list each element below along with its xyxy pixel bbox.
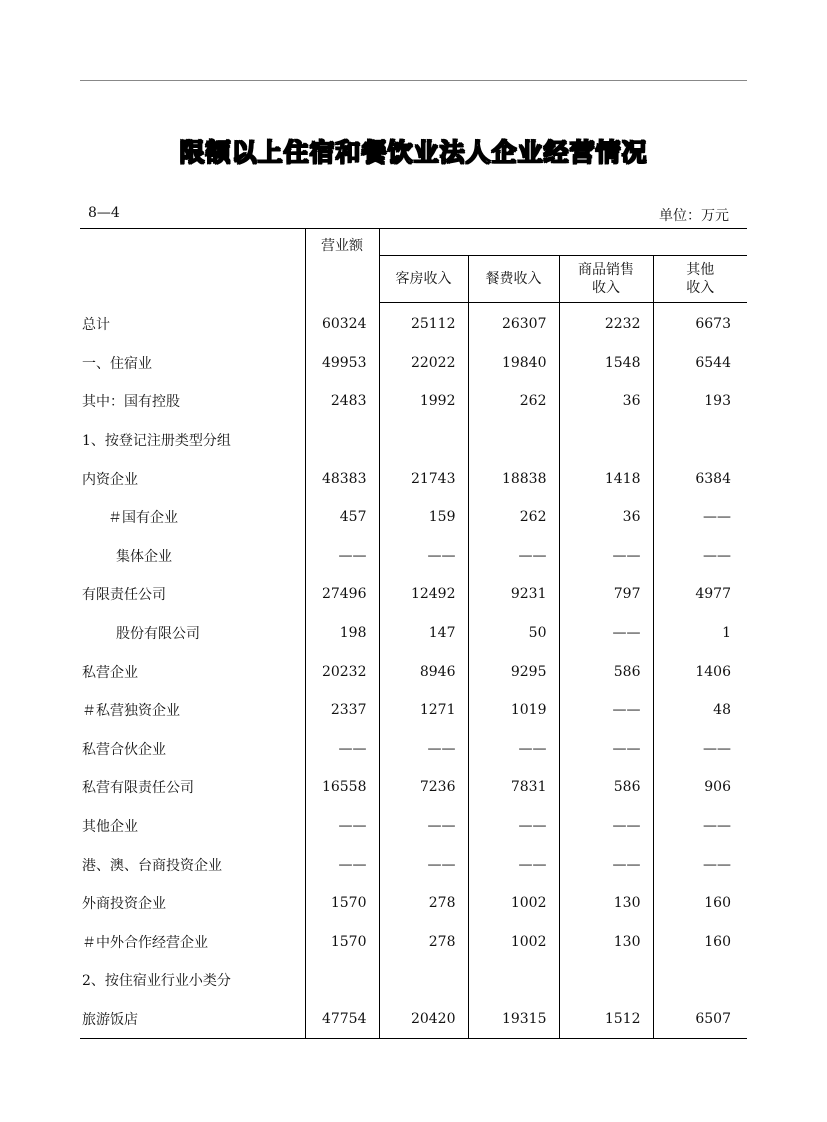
row-value: 12492 (379, 575, 468, 614)
table-row (80, 575, 747, 614)
header-food: 餐费收入 (468, 256, 559, 303)
table-row (80, 459, 747, 498)
row-label: 其中：国有控股 (82, 394, 180, 411)
row-value: 4977 (653, 575, 747, 614)
row-value: 7236 (379, 768, 468, 807)
row-value: 48 (653, 691, 747, 730)
row-value: 19840 (468, 344, 559, 383)
table-row (80, 845, 747, 884)
row-value: 130 (559, 923, 653, 962)
row-value: —— (468, 537, 559, 576)
row-value: 160 (653, 884, 747, 923)
row-value: 1418 (559, 459, 653, 498)
row-value: 6507 (653, 1000, 747, 1039)
row-value: —— (559, 730, 653, 769)
table-row (80, 652, 747, 691)
row-value: 1512 (559, 1000, 653, 1039)
row-value: 586 (559, 652, 653, 691)
row-value: 278 (379, 884, 468, 923)
row-value: —— (653, 730, 747, 769)
row-value: 9231 (468, 575, 559, 614)
row-value: —— (305, 730, 379, 769)
row-value: 160 (653, 923, 747, 962)
row-value: 1002 (468, 923, 559, 962)
row-value: —— (468, 807, 559, 846)
row-label: 私营有限责任公司 (82, 780, 194, 797)
header-spacer-food (468, 229, 559, 256)
row-value (305, 961, 379, 1000)
table-row (80, 768, 747, 807)
row-value: 1570 (305, 923, 379, 962)
row-value (379, 961, 468, 1000)
row-value: 457 (305, 498, 379, 537)
row-label: 集体企业 (116, 548, 172, 565)
row-value: —— (653, 845, 747, 884)
row-value: 2483 (305, 382, 379, 421)
row-value: 9295 (468, 652, 559, 691)
unit-label: 单位：万元 (659, 208, 729, 224)
row-value (305, 421, 379, 460)
table-row (80, 382, 747, 421)
row-label: 港、澳、台商投资企业 (82, 857, 222, 874)
row-value: 147 (379, 614, 468, 653)
table-row (80, 344, 747, 383)
page-title: 限额以上住宿和餐饮业法人企业经营情况 (179, 138, 648, 167)
top-rule (80, 80, 747, 81)
row-value: 1019 (468, 691, 559, 730)
row-label: 2、按住宿业行业小类分 (82, 973, 231, 990)
row-label: 内资企业 (82, 471, 138, 488)
row-label: 私营合伙企业 (82, 741, 166, 758)
row-value: 797 (559, 575, 653, 614)
row-value: 193 (653, 382, 747, 421)
table-row (80, 537, 747, 576)
row-value: 278 (379, 923, 468, 962)
table-row (80, 1000, 747, 1039)
row-value: 49953 (305, 344, 379, 383)
table-body (80, 303, 747, 1039)
header-row (80, 229, 747, 256)
row-value: —— (653, 807, 747, 846)
header-goods-line1: 商品销售 (578, 262, 634, 278)
row-value: 1 (653, 614, 747, 653)
row-value: 6673 (653, 303, 747, 344)
header-spacer-rooms (379, 229, 468, 256)
row-value: 6544 (653, 344, 747, 383)
row-value: —— (559, 807, 653, 846)
header-other (653, 256, 747, 303)
row-value: 2232 (559, 303, 653, 344)
row-value: 48383 (305, 459, 379, 498)
row-label: 旅游饭店 (80, 1000, 305, 1039)
row-value: 25112 (379, 303, 468, 344)
header-other-line1: 其他 (686, 262, 715, 278)
table-row (80, 961, 747, 1000)
header-spacer-goods (559, 229, 653, 256)
statistics-table (80, 228, 747, 1039)
row-value: —— (305, 845, 379, 884)
row-value: —— (379, 537, 468, 576)
row-value: 2337 (305, 691, 379, 730)
row-value (379, 421, 468, 460)
row-value: 47754 (305, 1000, 379, 1039)
row-label: 有限责任公司 (82, 587, 166, 604)
row-value (653, 421, 747, 460)
row-value: 262 (468, 382, 559, 421)
table-row (80, 884, 747, 923)
header-revenue-label: 营业额 (321, 238, 363, 254)
table-row (80, 691, 747, 730)
row-value: 1406 (653, 652, 747, 691)
row-label: ＃中外合作经营企业 (82, 934, 208, 951)
row-value: —— (468, 730, 559, 769)
table-row (80, 807, 747, 846)
row-value: 36 (559, 382, 653, 421)
row-value: 130 (559, 884, 653, 923)
table-row (80, 614, 747, 653)
row-value (468, 961, 559, 1000)
row-label: 一、住宿业 (82, 355, 152, 372)
row-label: 其他企业 (82, 819, 138, 836)
row-value: 7831 (468, 768, 559, 807)
row-value: 586 (559, 768, 653, 807)
row-value: 8946 (379, 652, 468, 691)
row-value: —— (305, 537, 379, 576)
table-row (80, 303, 747, 344)
row-value: 21743 (379, 459, 468, 498)
row-value: 159 (379, 498, 468, 537)
row-value: —— (559, 845, 653, 884)
row-value: —— (305, 807, 379, 846)
row-value: 60324 (305, 303, 379, 344)
header-goods (559, 256, 653, 303)
header-other-line2: 收入 (686, 280, 715, 296)
row-value: 1002 (468, 884, 559, 923)
row-value: 906 (653, 768, 747, 807)
row-value: —— (559, 614, 653, 653)
row-label: ＃私营独资企业 (82, 703, 180, 720)
row-value: 6384 (653, 459, 747, 498)
row-value: 27496 (305, 575, 379, 614)
row-value: 26307 (468, 303, 559, 344)
row-label: ＃国有企业 (108, 510, 178, 527)
row-label: 1、按登记注册类型分组 (82, 433, 231, 450)
table-row (80, 923, 747, 962)
row-value: —— (379, 807, 468, 846)
row-label: 私营企业 (82, 664, 138, 681)
row-value: —— (559, 691, 653, 730)
table-code: 8—4 (88, 205, 120, 221)
row-value (468, 421, 559, 460)
row-value: —— (379, 845, 468, 884)
row-value: —— (379, 730, 468, 769)
table-row (80, 421, 747, 460)
row-value: 20232 (305, 652, 379, 691)
row-value: 19315 (468, 1000, 559, 1039)
row-value: 1570 (305, 884, 379, 923)
row-label: 总计 (82, 317, 110, 334)
row-value: 1548 (559, 344, 653, 383)
row-value: 18838 (468, 459, 559, 498)
row-value (559, 421, 653, 460)
row-value: 262 (468, 498, 559, 537)
row-value: 20420 (379, 1000, 468, 1039)
row-value: —— (653, 537, 747, 576)
row-value: 16558 (305, 768, 379, 807)
header-revenue (305, 229, 379, 303)
row-value: 36 (559, 498, 653, 537)
row-value: —— (653, 498, 747, 537)
table-row (80, 498, 747, 537)
header-spacer-other (653, 229, 747, 256)
row-value: 1271 (379, 691, 468, 730)
row-label: 外商投资企业 (82, 896, 166, 913)
row-label: 股份有限公司 (116, 626, 200, 643)
header-blank-cell (80, 229, 305, 303)
row-value (559, 961, 653, 1000)
table-row (80, 730, 747, 769)
row-value: —— (559, 537, 653, 576)
row-value: —— (468, 845, 559, 884)
row-value: 198 (305, 614, 379, 653)
row-value: 22022 (379, 344, 468, 383)
row-value: 50 (468, 614, 559, 653)
row-value: 1992 (379, 382, 468, 421)
header-goods-line2: 收入 (592, 280, 620, 296)
row-value (653, 961, 747, 1000)
header-rooms: 客房收入 (379, 256, 468, 303)
